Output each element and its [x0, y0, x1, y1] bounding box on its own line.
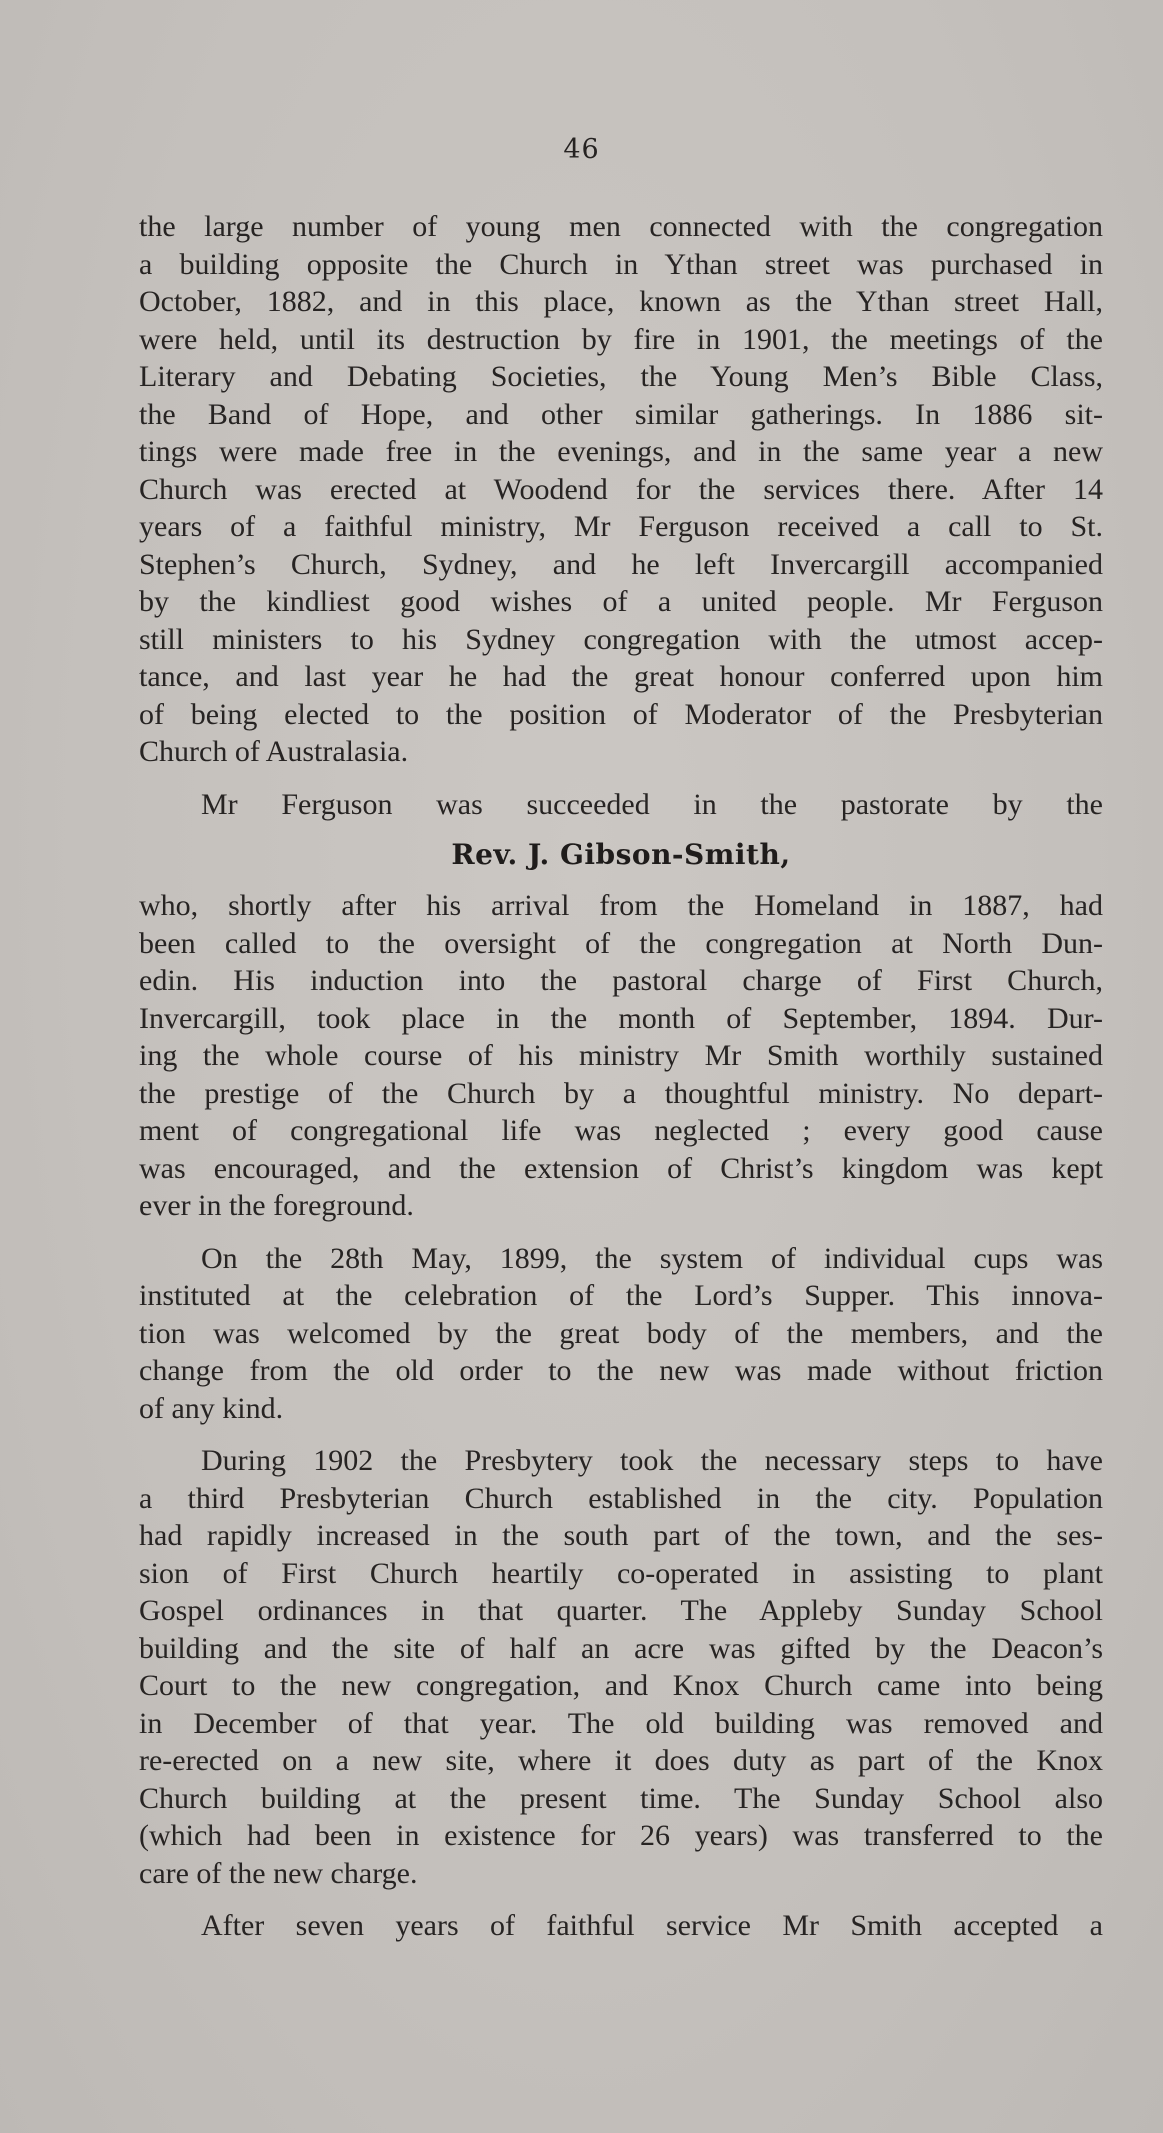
- paragraph-4: [139, 1240, 1103, 1428]
- text-line: a building opposite the Church in Ythan street was purchased in: [139, 247, 1103, 281]
- page-number: 46: [563, 134, 600, 165]
- text-line: ing the whole course of his ministry Mr Smith worthily sustained: [139, 1039, 1103, 1072]
- text-line: in December of that year. The old building was removed and: [139, 1706, 1103, 1740]
- text-line: Church of Australasia.: [139, 735, 409, 768]
- text-line: Invercargill, took place in the month of September, 1894. Dur-: [139, 1001, 1103, 1035]
- text-line: ment of congregational life was neglected ; every good cause: [139, 1114, 1103, 1147]
- text-line: a third Presbyterian Church established in the city. Population: [139, 1481, 1103, 1515]
- text-line: sion of First Church heartily co-operated in assisting to plant: [139, 1556, 1103, 1590]
- text-line: the large number of young men connected with the congregation: [139, 210, 1103, 243]
- text-line: care of the new charge.: [139, 1856, 418, 1890]
- text-line: Literary and Debating Societies, the Young Men’s Bible Class,: [139, 360, 1103, 393]
- text-line: re-erected on a new site, where it does duty as part of the Knox: [139, 1744, 1103, 1777]
- text-line: ever in the foreground.: [139, 1189, 414, 1222]
- paragraph-2: [139, 786, 1103, 824]
- text-line: who, shortly after his arrival from the Homeland in 1887, had: [139, 889, 1103, 922]
- text-line: Gospel ordinances in that quarter. The Appleby Sunday School: [139, 1594, 1103, 1627]
- text-line: of being elected to the position of Moderator of the Presbyterian: [139, 697, 1103, 731]
- paragraph-5: [139, 1442, 1103, 1892]
- text-line: Church building at the present time. The Sunday School also: [139, 1781, 1103, 1815]
- text-line: by the kindliest good wishes of a united people. Mr Ferguson: [139, 585, 1103, 618]
- text-line: After seven years of faithful service Mr Smith accepted a: [201, 1909, 1103, 1942]
- text-line: years of a faithful ministry, Mr Ferguson received a call to St.: [139, 510, 1103, 543]
- text-line: Court to the new congregation, and Knox Church came into being: [139, 1669, 1103, 1702]
- text-line: were held, until its destruction by fire in 1901, the meetings of the: [139, 322, 1103, 356]
- text-line: tance, and last year he had the great honour conferred upon him: [139, 660, 1103, 693]
- text-line: Church was erected at Woodend for the services there. After 14: [139, 472, 1103, 506]
- paragraph-3: [139, 887, 1103, 1225]
- text-line: October, 1882, and in this place, known as the Ythan street Hall,: [139, 285, 1103, 318]
- text-line: of any kind.: [139, 1391, 284, 1425]
- text-line: still ministers to his Sydney congregation with the utmost accep-: [139, 622, 1103, 656]
- text-line: the prestige of the Church by a thoughtful ministry. No depart-: [139, 1076, 1103, 1110]
- text-line: (which had been in existence for 26 years) was transferred to the: [139, 1819, 1103, 1852]
- text-line: During 1902 the Presbytery took the necessary steps to have: [201, 1444, 1103, 1477]
- text-line: change from the old order to the new was made without friction: [139, 1354, 1103, 1387]
- body-text: [139, 208, 1103, 1945]
- text-line: On the 28th May, 1899, the system of individual cups was: [201, 1241, 1103, 1275]
- paragraph-1: [139, 208, 1103, 771]
- text-line: had rapidly increased in the south part of the town, and the ses-: [139, 1519, 1103, 1552]
- text-line: building and the site of half an acre was gifted by the Deacon’s: [139, 1631, 1103, 1665]
- text-line: been called to the oversight of the congregation at North Dun-: [139, 926, 1103, 960]
- text-line: Stephen’s Church, Sydney, and he left Invercargill accompanied: [139, 547, 1103, 581]
- text-line: edin. His induction into the pastoral charge of First Church,: [139, 964, 1103, 997]
- section-heading: Rev. J. Gibson-Smith,: [451, 838, 791, 871]
- text-line: tion was welcomed by the great body of the members, and the: [139, 1316, 1103, 1350]
- text-line: Mr Ferguson was succeeded in the pastorate by the: [201, 787, 1103, 821]
- text-line: instituted at the celebration of the Lord’s Supper. This innova-: [139, 1279, 1103, 1312]
- text-line: was encouraged, and the extension of Christ’s kingdom was kept: [139, 1151, 1103, 1185]
- paragraph-6: [139, 1907, 1103, 1945]
- text-line: the Band of Hope, and other similar gatherings. In 1886 sit-: [139, 397, 1103, 431]
- text-line: tings were made free in the evenings, and in the same year a new: [139, 435, 1103, 468]
